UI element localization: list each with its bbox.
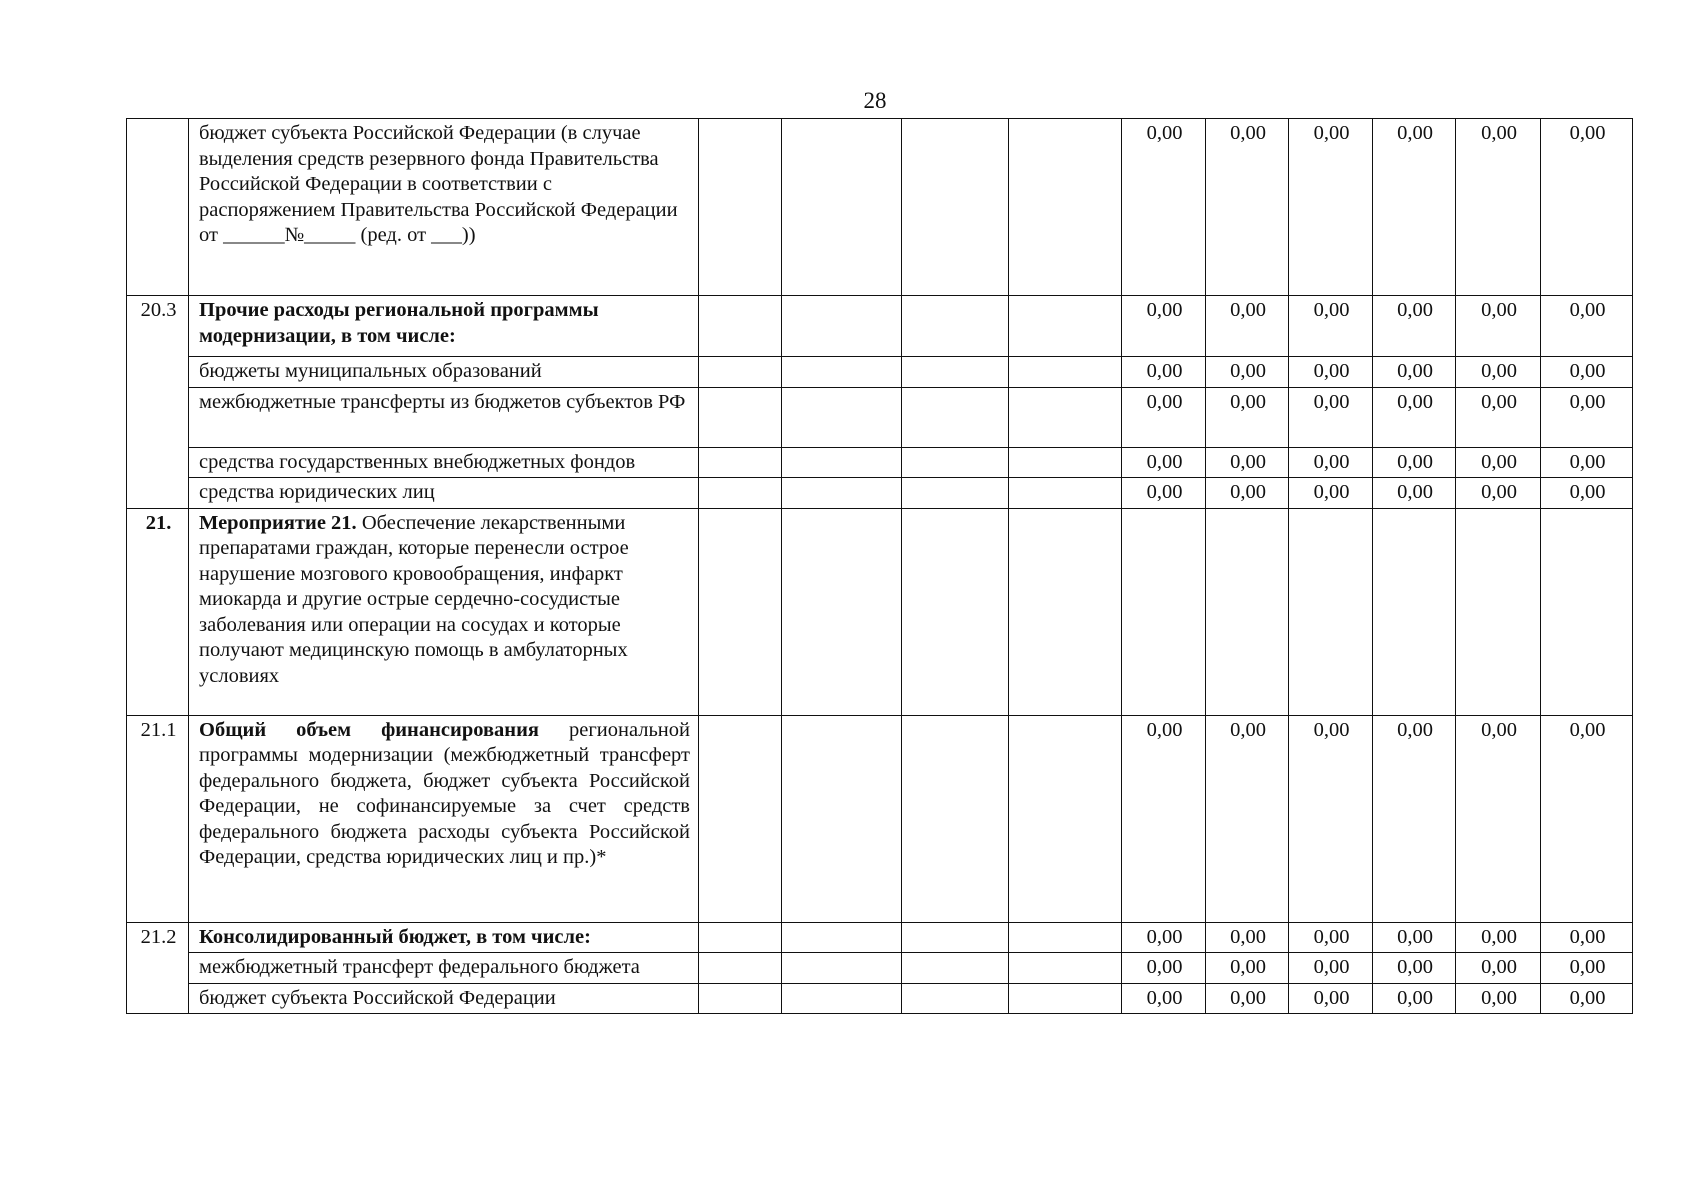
value-cell: 0,00 xyxy=(1373,357,1456,388)
value-cell: 0,00 xyxy=(1373,983,1456,1014)
value-cell: 0,00 xyxy=(1456,357,1541,388)
empty-cell xyxy=(1009,119,1122,296)
description-bold: Консолидированный бюджет, в том числе: xyxy=(199,925,591,948)
table-row xyxy=(127,296,1633,357)
row-number: 20.3 xyxy=(140,299,177,321)
value-cell: 0,00 xyxy=(1541,296,1633,357)
description-bold: Общий объем финансирования xyxy=(199,718,540,741)
empty-cell xyxy=(902,119,1009,296)
description-text: бюджет субъекта Российской Федерации (в случае выделения средств резервного фонда Правительства Российской Федерации в соответствии с распоряжением Правительства Российской Федерации от ______№_____ (ред. от ___)) xyxy=(199,122,683,246)
empty-cell xyxy=(902,508,1009,715)
value-cell: 0,00 xyxy=(1289,983,1373,1014)
empty-cell xyxy=(699,447,782,478)
row-number: 21. xyxy=(145,511,172,534)
description-cell xyxy=(189,119,699,296)
description-text: бюджеты муниципальных образований xyxy=(199,360,542,382)
value-cell: 0,00 xyxy=(1541,953,1633,984)
description-text: средства юридических лиц xyxy=(199,481,435,503)
empty-cell xyxy=(902,357,1009,388)
empty-cell xyxy=(1009,715,1122,922)
empty-cell xyxy=(782,953,902,984)
empty-cell xyxy=(699,715,782,922)
row-number: 21.2 xyxy=(140,925,177,948)
value-cell: 0,00 xyxy=(1122,478,1206,509)
value-cell: 0,00 xyxy=(1456,119,1541,296)
empty-cell xyxy=(782,922,902,953)
description-text: Обеспечение лекарственными препаратами граждан, которые перенесли острое нарушение мозгового кровообращения, инфаркт миокарда и другие острые сердечно-сосудистые заболевания или операции на сосудах и которые получают медицинскую помощь в амбулаторных условиях xyxy=(199,511,634,687)
value-cell: 0,00 xyxy=(1541,715,1633,922)
value-cell: 0,00 xyxy=(1122,119,1206,296)
empty-cell xyxy=(1009,447,1122,478)
value-cell: 0,00 xyxy=(1373,447,1456,478)
value-cell: 0,00 xyxy=(1122,296,1206,357)
description-cell xyxy=(189,447,699,478)
empty-cell xyxy=(782,715,902,922)
empty-cell xyxy=(902,983,1009,1014)
description-cell xyxy=(189,296,699,357)
value-cell: 0,00 xyxy=(1373,922,1456,953)
value-cell xyxy=(1122,508,1206,715)
description-text: межбюджетный трансферт федерального бюджета xyxy=(199,956,640,978)
empty-cell xyxy=(699,922,782,953)
value-cell xyxy=(1456,508,1541,715)
value-cell: 0,00 xyxy=(1541,357,1633,388)
value-cell: 0,00 xyxy=(1289,447,1373,478)
row-number-cell xyxy=(127,922,189,1014)
table-row xyxy=(127,983,1633,1014)
value-cell: 0,00 xyxy=(1373,953,1456,984)
value-cell: 0,00 xyxy=(1456,296,1541,357)
description-cell xyxy=(189,953,699,984)
empty-cell xyxy=(1009,357,1122,388)
value-cell: 0,00 xyxy=(1289,953,1373,984)
description-text: межбюджетные трансферты из бюджетов субъектов РФ xyxy=(199,390,686,413)
value-cell: 0,00 xyxy=(1456,387,1541,447)
value-cell: 0,00 xyxy=(1456,447,1541,478)
empty-cell xyxy=(782,119,902,296)
value-cell: 0,00 xyxy=(1122,715,1206,922)
page-number: 28 xyxy=(863,88,887,113)
value-cell: 0,00 xyxy=(1289,296,1373,357)
value-cell: 0,00 xyxy=(1206,119,1289,296)
table-row xyxy=(127,953,1633,984)
empty-cell xyxy=(782,357,902,388)
empty-cell xyxy=(782,508,902,715)
empty-cell xyxy=(902,296,1009,357)
value-cell: 0,00 xyxy=(1206,953,1289,984)
description-bold: Мероприятие 21. xyxy=(199,511,357,534)
value-cell: 0,00 xyxy=(1122,922,1206,953)
value-cell: 0,00 xyxy=(1206,296,1289,357)
empty-cell xyxy=(699,478,782,509)
value-cell: 0,00 xyxy=(1373,296,1456,357)
empty-cell xyxy=(699,953,782,984)
description-cell xyxy=(189,478,699,509)
description-cell xyxy=(189,983,699,1014)
empty-cell xyxy=(699,119,782,296)
empty-cell xyxy=(1009,387,1122,447)
value-cell: 0,00 xyxy=(1122,387,1206,447)
value-cell: 0,00 xyxy=(1206,715,1289,922)
row-number-cell xyxy=(127,715,189,922)
value-cell: 0,00 xyxy=(1206,357,1289,388)
empty-cell xyxy=(782,983,902,1014)
table-row xyxy=(127,508,1633,715)
value-cell: 0,00 xyxy=(1289,357,1373,388)
value-cell: 0,00 xyxy=(1206,387,1289,447)
description-bold: Прочие расходы региональной программы модернизации, в том числе: xyxy=(199,299,599,347)
value-cell: 0,00 xyxy=(1122,953,1206,984)
row-number-cell xyxy=(127,508,189,715)
value-cell: 0,00 xyxy=(1373,119,1456,296)
value-cell xyxy=(1541,508,1633,715)
value-cell: 0,00 xyxy=(1206,983,1289,1014)
description-text: бюджет субъекта Российской Федерации xyxy=(199,986,556,1009)
table-row xyxy=(127,715,1633,922)
value-cell: 0,00 xyxy=(1289,715,1373,922)
description-cell xyxy=(189,357,699,388)
value-cell: 0,00 xyxy=(1206,478,1289,509)
value-cell: 0,00 xyxy=(1289,119,1373,296)
table-row xyxy=(127,119,1633,296)
value-cell xyxy=(1206,508,1289,715)
empty-cell xyxy=(1009,296,1122,357)
empty-cell xyxy=(902,715,1009,922)
empty-cell xyxy=(902,953,1009,984)
description-cell xyxy=(189,387,699,447)
empty-cell xyxy=(902,478,1009,509)
empty-cell xyxy=(782,478,902,509)
table-row xyxy=(127,357,1633,388)
table-row xyxy=(127,478,1633,509)
empty-cell xyxy=(1009,922,1122,953)
empty-cell xyxy=(1009,508,1122,715)
value-cell: 0,00 xyxy=(1541,983,1633,1014)
value-cell: 0,00 xyxy=(1456,922,1541,953)
value-cell: 0,00 xyxy=(1541,922,1633,953)
empty-cell xyxy=(782,387,902,447)
table-body xyxy=(127,119,1633,1014)
value-cell: 0,00 xyxy=(1206,447,1289,478)
description-cell xyxy=(189,922,699,953)
funding-table xyxy=(126,118,1633,1014)
value-cell: 0,00 xyxy=(1456,715,1541,922)
value-cell: 0,00 xyxy=(1373,387,1456,447)
value-cell: 0,00 xyxy=(1541,447,1633,478)
value-cell: 0,00 xyxy=(1206,922,1289,953)
empty-cell xyxy=(902,447,1009,478)
empty-cell xyxy=(699,296,782,357)
empty-cell xyxy=(782,296,902,357)
description-text: средства государственных внебюджетных фондов xyxy=(199,450,636,473)
value-cell: 0,00 xyxy=(1373,715,1456,922)
empty-cell xyxy=(699,983,782,1014)
value-cell: 0,00 xyxy=(1373,478,1456,509)
value-cell: 0,00 xyxy=(1456,478,1541,509)
empty-cell xyxy=(699,387,782,447)
empty-cell xyxy=(1009,953,1122,984)
empty-cell xyxy=(782,447,902,478)
value-cell: 0,00 xyxy=(1541,387,1633,447)
table-row xyxy=(127,922,1633,953)
value-cell xyxy=(1373,508,1456,715)
empty-cell xyxy=(902,387,1009,447)
empty-cell xyxy=(699,508,782,715)
value-cell: 0,00 xyxy=(1289,922,1373,953)
row-number: 21.1 xyxy=(140,718,177,741)
empty-cell xyxy=(902,922,1009,953)
row-number-cell xyxy=(127,119,189,296)
value-cell: 0,00 xyxy=(1122,447,1206,478)
value-cell: 0,00 xyxy=(1122,983,1206,1014)
table-row xyxy=(127,387,1633,447)
empty-cell xyxy=(1009,983,1122,1014)
value-cell: 0,00 xyxy=(1456,953,1541,984)
description-cell xyxy=(189,715,699,922)
description-cell xyxy=(189,508,699,715)
row-number-cell xyxy=(127,296,189,509)
value-cell: 0,00 xyxy=(1122,357,1206,388)
empty-cell xyxy=(1009,478,1122,509)
value-cell: 0,00 xyxy=(1541,478,1633,509)
description-text: региональной программы модернизации (межбюджетный трансферт федерального бюджета, бюджет субъекта Российской Федерации, не софинансируемые за счет средств федерального бюджета расходы субъекта Российской Федерации, средства юридических лиц и пр.)* xyxy=(199,718,696,868)
value-cell: 0,00 xyxy=(1289,387,1373,447)
value-cell xyxy=(1289,508,1373,715)
value-cell: 0,00 xyxy=(1289,478,1373,509)
value-cell: 0,00 xyxy=(1541,119,1633,296)
empty-cell xyxy=(699,357,782,388)
value-cell: 0,00 xyxy=(1456,983,1541,1014)
table-row xyxy=(127,447,1633,478)
